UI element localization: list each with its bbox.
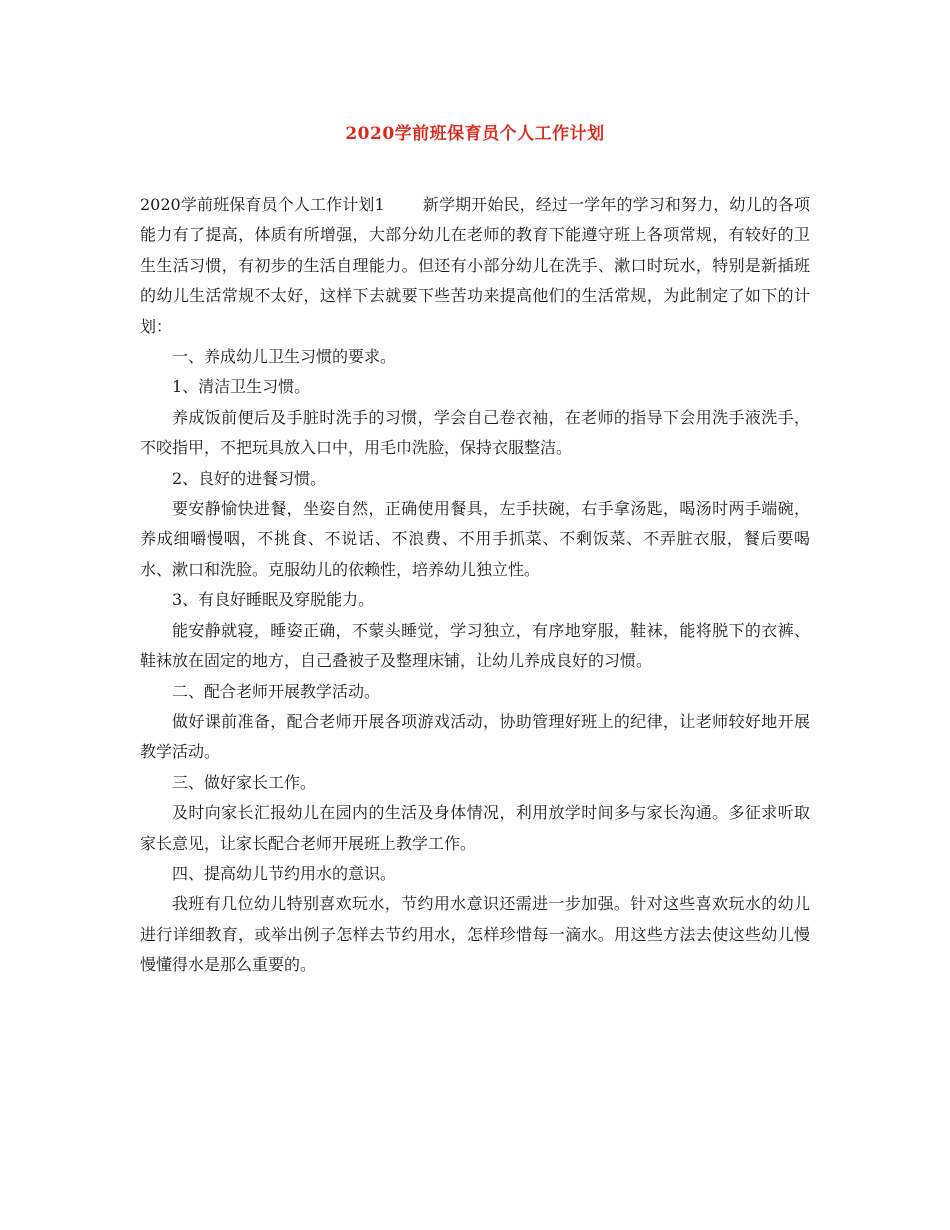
section-heading-parents: 三、做好家长工作。: [172, 772, 317, 792]
document-body: [140, 190, 810, 981]
section-heading-water: 四、提高幼儿节约用水的意识。: [172, 863, 397, 883]
intro-paragraph: [140, 190, 810, 342]
paragraph-cleanliness: 养成饭前便后及手脏时洗手的习惯，学会自己卷衣袖，在老师的指导下会用洗手液洗手，不咬指甲，不把玩具放入口中，用毛巾洗脸，保持衣服整洁。: [140, 407, 810, 458]
paragraph-teaching: 做好课前准备，配合老师开展各项游戏活动，协助管理好班上的纪律，让老师较好地开展教学活动。: [140, 711, 810, 762]
paragraph-water: 我班有几位幼儿特别喜欢玩水，节约用水意识还需进一步加强。针对这些喜欢玩水的幼儿进行详细教育，或举出例子怎样去节约用水，怎样珍惜每一滴水。用这些方法去使这些幼儿慢慢懂得水是那么重要的。: [140, 894, 810, 975]
paragraph-eating: 要安静愉快进餐，坐姿自然，正确使用餐具，左手扶碗，右手拿汤匙，喝汤时两手端碗，养成细嚼慢咽，不挑食、不说话、不浪费、不用手抓菜、不剩饭菜、不弄脏衣服，餐后要喝水、漱口和洗脸。克服幼儿的依赖性，培养幼儿独立性。: [140, 499, 810, 579]
paragraph-parents: 及时向家长汇报幼儿在园内的生活及身体情况，利用放学时间多与家长沟通。多征求听取家长意见，让家长配合老师开展班上教学工作。: [140, 803, 810, 853]
document-title: 2020学前班保育员个人工作计划: [345, 124, 605, 144]
subheading-eating: 2、良好的进餐习惯。: [172, 468, 327, 488]
subheading-sleep: 3、有良好睡眠及穿脱能力。: [172, 590, 375, 610]
section-heading-hygiene: 一、养成幼儿卫生习惯的要求。: [172, 347, 397, 367]
section-heading-teaching: 二、配合老师开展教学活动。: [172, 681, 381, 701]
paragraph-sleep: 能安静就寝，睡姿正确，不蒙头睡觉，学习独立，有序地穿服，鞋袜，能将脱下的衣裤、鞋袜放在固定的地方，自己叠被子及整理床铺，让幼儿养成良好的习惯。: [140, 620, 810, 671]
intro-text: 新学期开始民，经过一学年的学习和努力，幼儿的各项能力有了提高，体质有所增强，大部分幼儿在老师的教育下能遵守班上各项常规，有较好的卫生生活习惯，有初步的生活自理能力。但还有小部分幼儿在洗手、漱口时玩水，特别是新插班的幼儿生活常规不太好，这样下去就要下些苦功来提高他们的生活常规，为此制定了如下的计划：: [140, 195, 810, 336]
subheading-cleanliness: 1、清洁卫生习惯。: [172, 377, 311, 397]
intro-label: 2020学前班保育员个人工作计划1: [140, 195, 385, 214]
